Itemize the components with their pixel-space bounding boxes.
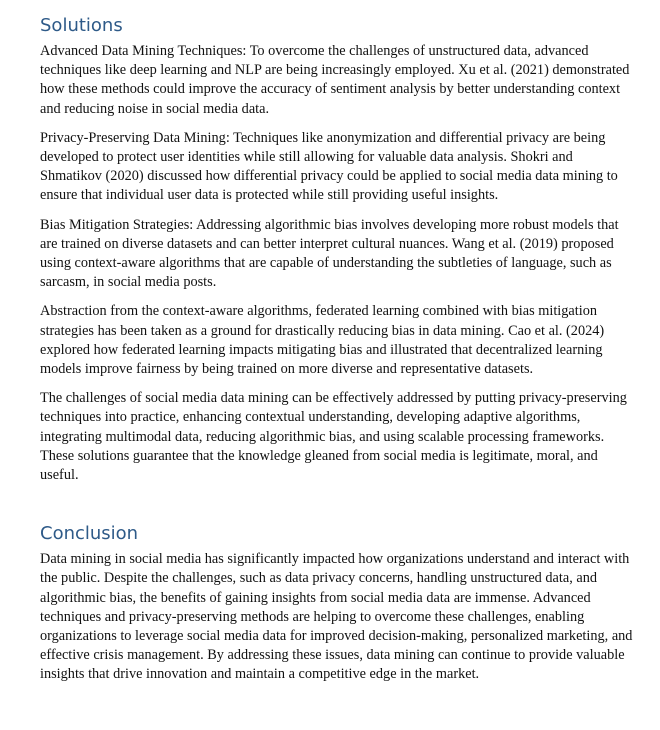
- solutions-heading: Solutions: [40, 15, 123, 36]
- solutions-paragraph-federated-learning: Abstraction from the context-aware algorithms, federated learning combined with bias mitigation strategies has been taken as a ground for drastically reducing bias in data mining. Cao et al. (2024) explored how federated learning impacts mitigating bias and illustrated that decentralized learning models improve fairness by being trained on more diverse and representative datasets.: [40, 303, 605, 378]
- conclusion-paragraph: Data mining in social media has significantly impacted how organizations understand and interact with the public. Despite the challenges, such as data privacy concerns, handling unstructured data, and algorithmic bias, the benefits of gaining insights from social media data are immense. Advanced techniques and privacy-preserving methods are helping to overcome these challenges, enabling organizations to leverage social media data for improved decision-making, personalized marketing, and effective crisis management. By addressing these issues, data mining can continue to provide valuable insights that drive innovation and maintain a competitive edge in the market.: [40, 551, 633, 683]
- document-page: [40, 14, 636, 695]
- solutions-paragraph-privacy-preserving: Privacy-Preserving Data Mining: Techniques like anonymization and differential privacy are being developed to protect user identities while still allowing for valuable data analysis. Shokri and Shmatikov (2020) discussed how differential privacy could be applied to social media data mining to ensure that individual user data is protected while still providing useful insights.: [40, 129, 618, 204]
- solutions-paragraph-summary: The challenges of social media data mining can be effectively addressed by putting privacy-preserving techniques into practice, enhancing contextual understanding, developing adaptive algorithms, integrating multimodal data, reducing algorithmic bias, and using scalable processing frameworks. These solutions guarantee that the knowledge gleaned from social media is legitimate, moral, and useful.: [40, 390, 627, 484]
- conclusion-heading: Conclusion: [40, 523, 139, 545]
- solutions-paragraph-advanced-techniques: Advanced Data Mining Techniques: To overcome the challenges of unstructured data, advanced techniques like deep learning and NLP are being increasingly employed. Xu et al. (2021) demonstrated how these methods could improve the accuracy of sentiment analysis by better understanding context and reducing noise in social media data.: [40, 43, 630, 117]
- solutions-paragraph-bias-mitigation: Bias Mitigation Strategies: Addressing algorithmic bias involves developing more robust models that are trained on diverse datasets and can better interpret cultural nuances. Wang et al. (2019) proposed using context-aware algorithms that are capable of understanding the subtleties of language, such as sarcasm, in social media posts.: [40, 216, 619, 291]
